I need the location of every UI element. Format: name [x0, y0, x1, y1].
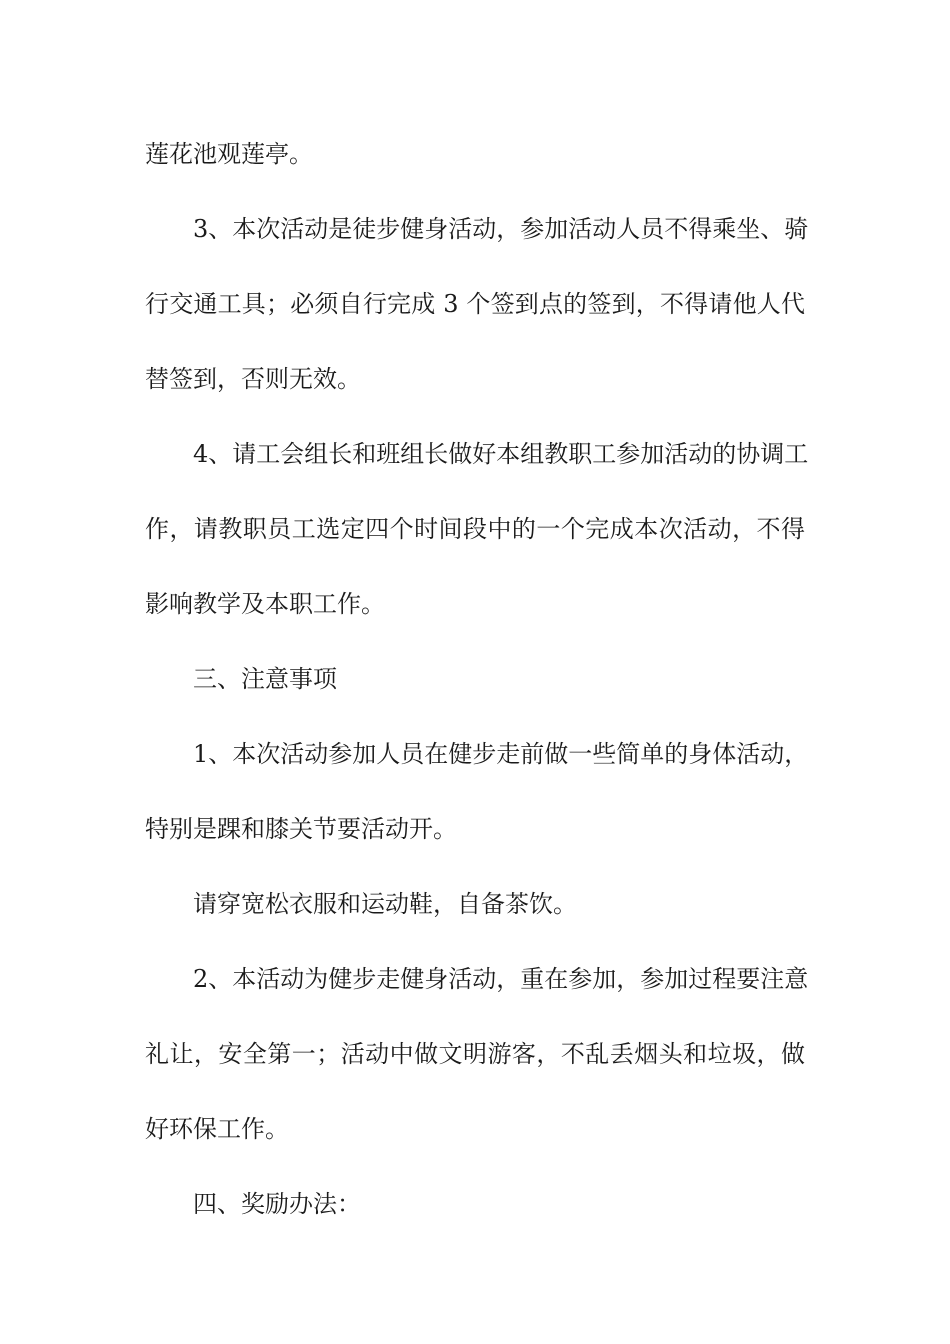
- text-line: 请穿宽松衣服和运动鞋，自备茶饮。: [193, 890, 577, 918]
- text-line: 行交通工具；必须自行完成 3 个签到点的签到，不得请他人代: [145, 290, 805, 318]
- section-heading: 三、注意事项: [193, 665, 337, 693]
- text-line: 3、本次活动是徒步健身活动，参加活动人员不得乘坐、骑: [193, 215, 809, 243]
- text-line: 作，请教职员工选定四个时间段中的一个完成本次活动，不得: [145, 515, 805, 543]
- text-line: 礼让，安全第一；活动中做文明游客，不乱丢烟头和垃圾，做: [145, 1040, 805, 1068]
- section-heading: 四、奖励办法：: [193, 1190, 361, 1218]
- text-line: 影响教学及本职工作。: [145, 590, 385, 618]
- text-line: 莲花池观莲亭。: [145, 140, 313, 168]
- text-line: 4、请工会组长和班组长做好本组教职工参加活动的协调工: [193, 440, 809, 468]
- text-line: 特别是踝和膝关节要活动开。: [145, 815, 457, 843]
- text-line: 好环保工作。: [145, 1115, 289, 1143]
- text-line: 2、本活动为健步走健身活动，重在参加，参加过程要注意: [193, 965, 809, 993]
- text-line: 替签到，否则无效。: [145, 365, 361, 393]
- document-body: [145, 134, 809, 1259]
- text-line: 1、本次活动参加人员在健步走前做一些简单的身体活动，: [193, 740, 809, 768]
